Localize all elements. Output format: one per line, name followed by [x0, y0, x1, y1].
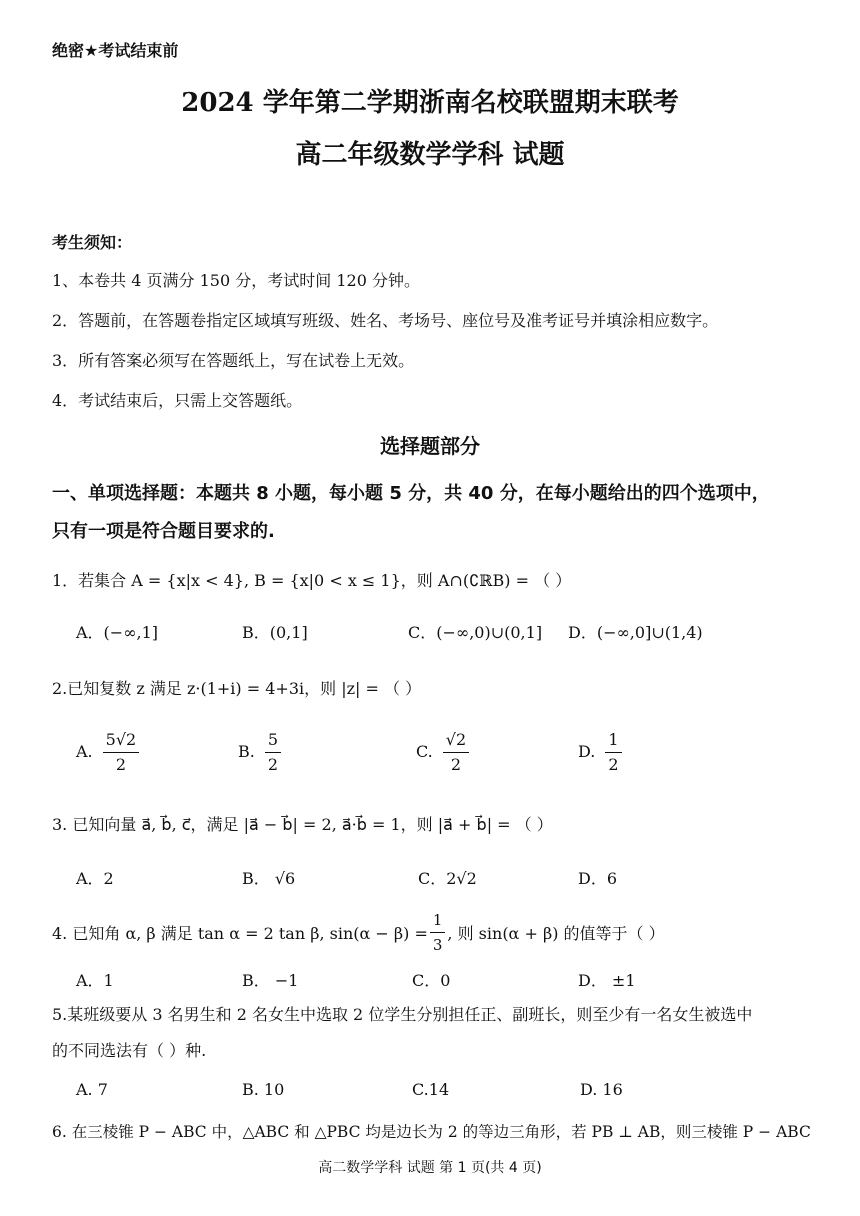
- question-5-stem-line1: 5.某班级要从 3 名男生和 2 名女生中选取 2 位学生分别担任正、副班长，则至少有一名女生被选中: [52, 1005, 753, 1024]
- notice-heading: 考生须知：: [52, 233, 133, 252]
- option-d: D. 16: [580, 1080, 623, 1099]
- fraction-numerator: √2: [443, 728, 469, 753]
- option-letter: D.: [578, 742, 596, 761]
- notice-item: 2．答题前，在答题卷指定区域填写班级、姓名、考场号、座位号及准考证号并填涂相应数字。: [52, 311, 719, 330]
- question-1-options: [52, 620, 822, 660]
- part-heading-line2: 只有一项是符合题目要求的.: [52, 521, 275, 542]
- fraction-numerator: 1: [430, 908, 446, 933]
- notice-item: 1、本卷共 4 页满分 150 分，考试时间 120 分钟。: [52, 271, 420, 290]
- option-c: C．2√2: [418, 869, 477, 888]
- question-1-stem: 1．若集合 A = {x|x < 4}, B = {x|0 < x ≤ 1}，则 A∩(∁ℝB) = （ ）: [52, 571, 572, 590]
- fraction-denominator: 2: [608, 755, 619, 774]
- part-heading-line1: 一、单项选择题：本题共 8 小题，每小题 5 分，共 40 分，在每小题给出的四个选项中，: [52, 483, 770, 504]
- fraction: [265, 728, 281, 777]
- secret-mark: 绝密★考试结束前: [52, 41, 179, 60]
- fraction-numerator: 5: [265, 728, 281, 753]
- option-b: B．(0,1]: [242, 623, 308, 642]
- question-2-stem: 2.已知复数 z 满足 z·(1+i) = 4+3i，则 |z| = （ ）: [52, 679, 422, 698]
- question-2-options: [52, 728, 822, 788]
- page-footer: 高二数学学科 试题 第 1 页(共 4 页): [318, 1160, 542, 1176]
- option-d: D．6: [578, 869, 618, 888]
- option-b: B. 10: [242, 1080, 285, 1099]
- option-d: [578, 728, 622, 777]
- question-3-options: [52, 866, 822, 906]
- option-a: A．2: [76, 869, 114, 888]
- option-a: A．(−∞,1]: [76, 623, 159, 642]
- option-a: [76, 728, 139, 777]
- fraction: [443, 728, 469, 777]
- option-c: C．0: [412, 971, 451, 990]
- notice-item: 4．考试结束后，只需上交答题纸。: [52, 391, 303, 410]
- fraction-numerator: 5√2: [103, 728, 140, 753]
- exam-subtitle: 高二年级数学学科 试题: [295, 140, 565, 170]
- option-c: [416, 728, 469, 777]
- option-c: C．(−∞,0)∪(0,1]: [408, 623, 543, 642]
- notice-item: 3．所有答案必须写在答题纸上，写在试卷上无效。: [52, 351, 415, 370]
- section-title: 选择题部分: [380, 434, 480, 458]
- option-b: B． −1: [242, 971, 299, 990]
- question-4-stem-end: , 则 sin(α + β) 的值等于（ ）: [447, 923, 665, 943]
- fraction-numerator: 1: [605, 728, 621, 753]
- option-letter: A.: [76, 742, 93, 761]
- question-5-options: [52, 1080, 822, 1120]
- fraction: [605, 728, 621, 777]
- question-4-stem: [52, 906, 665, 958]
- option-b: [238, 728, 281, 777]
- option-d: D．(−∞,0]∪(1,4): [568, 623, 703, 642]
- fraction: [430, 908, 446, 957]
- question-4-stem-start: 4. 已知角 α, β 满足 tan α = 2 tan β, sin(α − β) =: [52, 923, 428, 943]
- question-5-stem-line2: 的不同选法有（ ）种.: [52, 1041, 207, 1060]
- fraction-denominator: 2: [115, 755, 127, 774]
- option-d: D． ±1: [578, 971, 636, 990]
- fraction-denominator: 3: [432, 935, 443, 954]
- option-a: A. 7: [76, 1080, 108, 1099]
- option-letter: B.: [238, 742, 255, 761]
- question-6-stem: 6. 在三棱锥 P − ABC 中，△ABC 和 △PBC 均是边长为 2 的等边三角形，若 PB ⊥ AB，则三棱锥 P − ABC: [52, 1123, 811, 1141]
- option-c: C.14: [412, 1080, 450, 1099]
- option-b: B． √6: [242, 869, 296, 888]
- option-letter: C.: [416, 742, 433, 761]
- question-3-stem: 3. 已知向量 a⃗, b⃗, c⃗，满足 |a⃗ − b⃗| = 2, a⃗·b⃗ = 1，则 |a⃗ + b⃗| = （ ）: [52, 815, 553, 834]
- exam-title: 2024 学年第二学期浙南名校联盟期末联考: [181, 88, 679, 118]
- fraction: [103, 728, 140, 777]
- fraction-denominator: 2: [450, 755, 462, 774]
- fraction-denominator: 2: [267, 755, 279, 774]
- option-a: A．1: [76, 971, 114, 990]
